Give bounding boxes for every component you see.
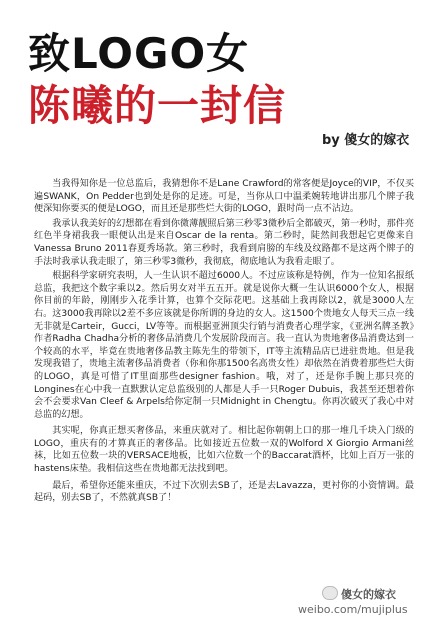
paragraph-5: 最后，希望你还能来重庆，不过下次别去SB了，还是去Lavazza，更衬你的小资情调。最起码，别去SB了，不然就真SB了！ [34,480,414,504]
weibo-icon [322,586,338,600]
paragraph-2: 我承认我美好的幻想都在看到你微薄靓照后第三秒零3微秒后全都破灭，第一秒时，那件亮红色半身裙我我一眼便认出是来自Oscar de la renta。第二秒时，陡然间我想起它更像来自Vanessa Bruno 2011春夏秀场款。第三秒时，我看到肩膀的车线及纹路都不是这两个牌子的手法时我承认我走眼了，第三秒零3微秒，我彻底，彻底地认为我看走眼了。 [34,218,414,267]
title-line-2: 陈曦的一封信 [28,81,287,130]
paragraph-4: 其实呢，你真正想买奢侈品，来重庆就对了。相比起你朝朝上口的那一堆几千块入门级的LOGO，重庆有的才算真正的奢侈品。比如接近五位数一双的Wolford X Giorgio Armani丝袜，比如五位数一块的VERSACE地板，比如六位数一个的Baccarat酒杯，比如上百万一张的hastens床垫。我相信这些在贵地都无法找到吧。 [34,426,414,475]
title-block [28,28,286,132]
author-byline: by 傻女的嫁衣 [322,133,410,148]
letter-body [34,178,414,507]
weibo-watermark-url: weibo.com/mujiplus [298,603,408,616]
title-line-1: 致LOGO女 [28,29,250,78]
watermark-name: 傻女的嫁衣 [341,588,396,601]
paragraph-1: 当我得知你是一位总监后，我猜想你不是Lane Crawford的常客便是Joyce的VIP，不仅买遍SWANK，On Pedder也到处是你的足迹。可是，当你从口中温柔婉转地讲出那几个牌子我便深知你要买的便是LOGO，而且还是那些烂大街的LOGO，跟时尚一点不沾边。 [34,179,414,215]
paragraph-3: 根据科学家研究表明，人一生认识不超过6000人。不过应该称是特例，作为一位知名报纸总监，我把这个数字乘以2。然后男女对半五五开。就是说你大概一生认识6000个女人，根据你目前的年龄，刚刚步入花季计算，也算个交际花吧。这基础上我再除以2，就是3000人左右。这3000我再除以2差不多应该就是你所谓的身边的女人。这1500个贵地女人每天三点一线无非就是Carteir，Gucci，LV等等。而根据亚洲顶尖行销与消费者心理学家，《亚洲名牌圣教》作者Radha Chadha分析的奢侈品消费几个发展阶段而言。我一直认为贵地奢侈品消费达到一个较高的水平，毕竟在贵地奢侈品教主陈先生的带领下，IT等主流精品店已进驻贵地。但是我发现我错了，贵地主流奢侈品消费者（你和你那1500名高贵女性）却依然在消费着那些烂大街的LOGO，真是可惜了IT里面那些designer fashion。哦，对了，还是你手腕上那只亮的Longines在心中我一直默默认定总监级别的人都是人手一只Roger Dubuis，我甚至还想着你会不会要求Van Cleef & Arpels给你定制一只Midnight in Chengtu。你再次破灭了我心中对总监的幻想。 [34,271,414,420]
weibo-watermark-logo [322,586,396,602]
